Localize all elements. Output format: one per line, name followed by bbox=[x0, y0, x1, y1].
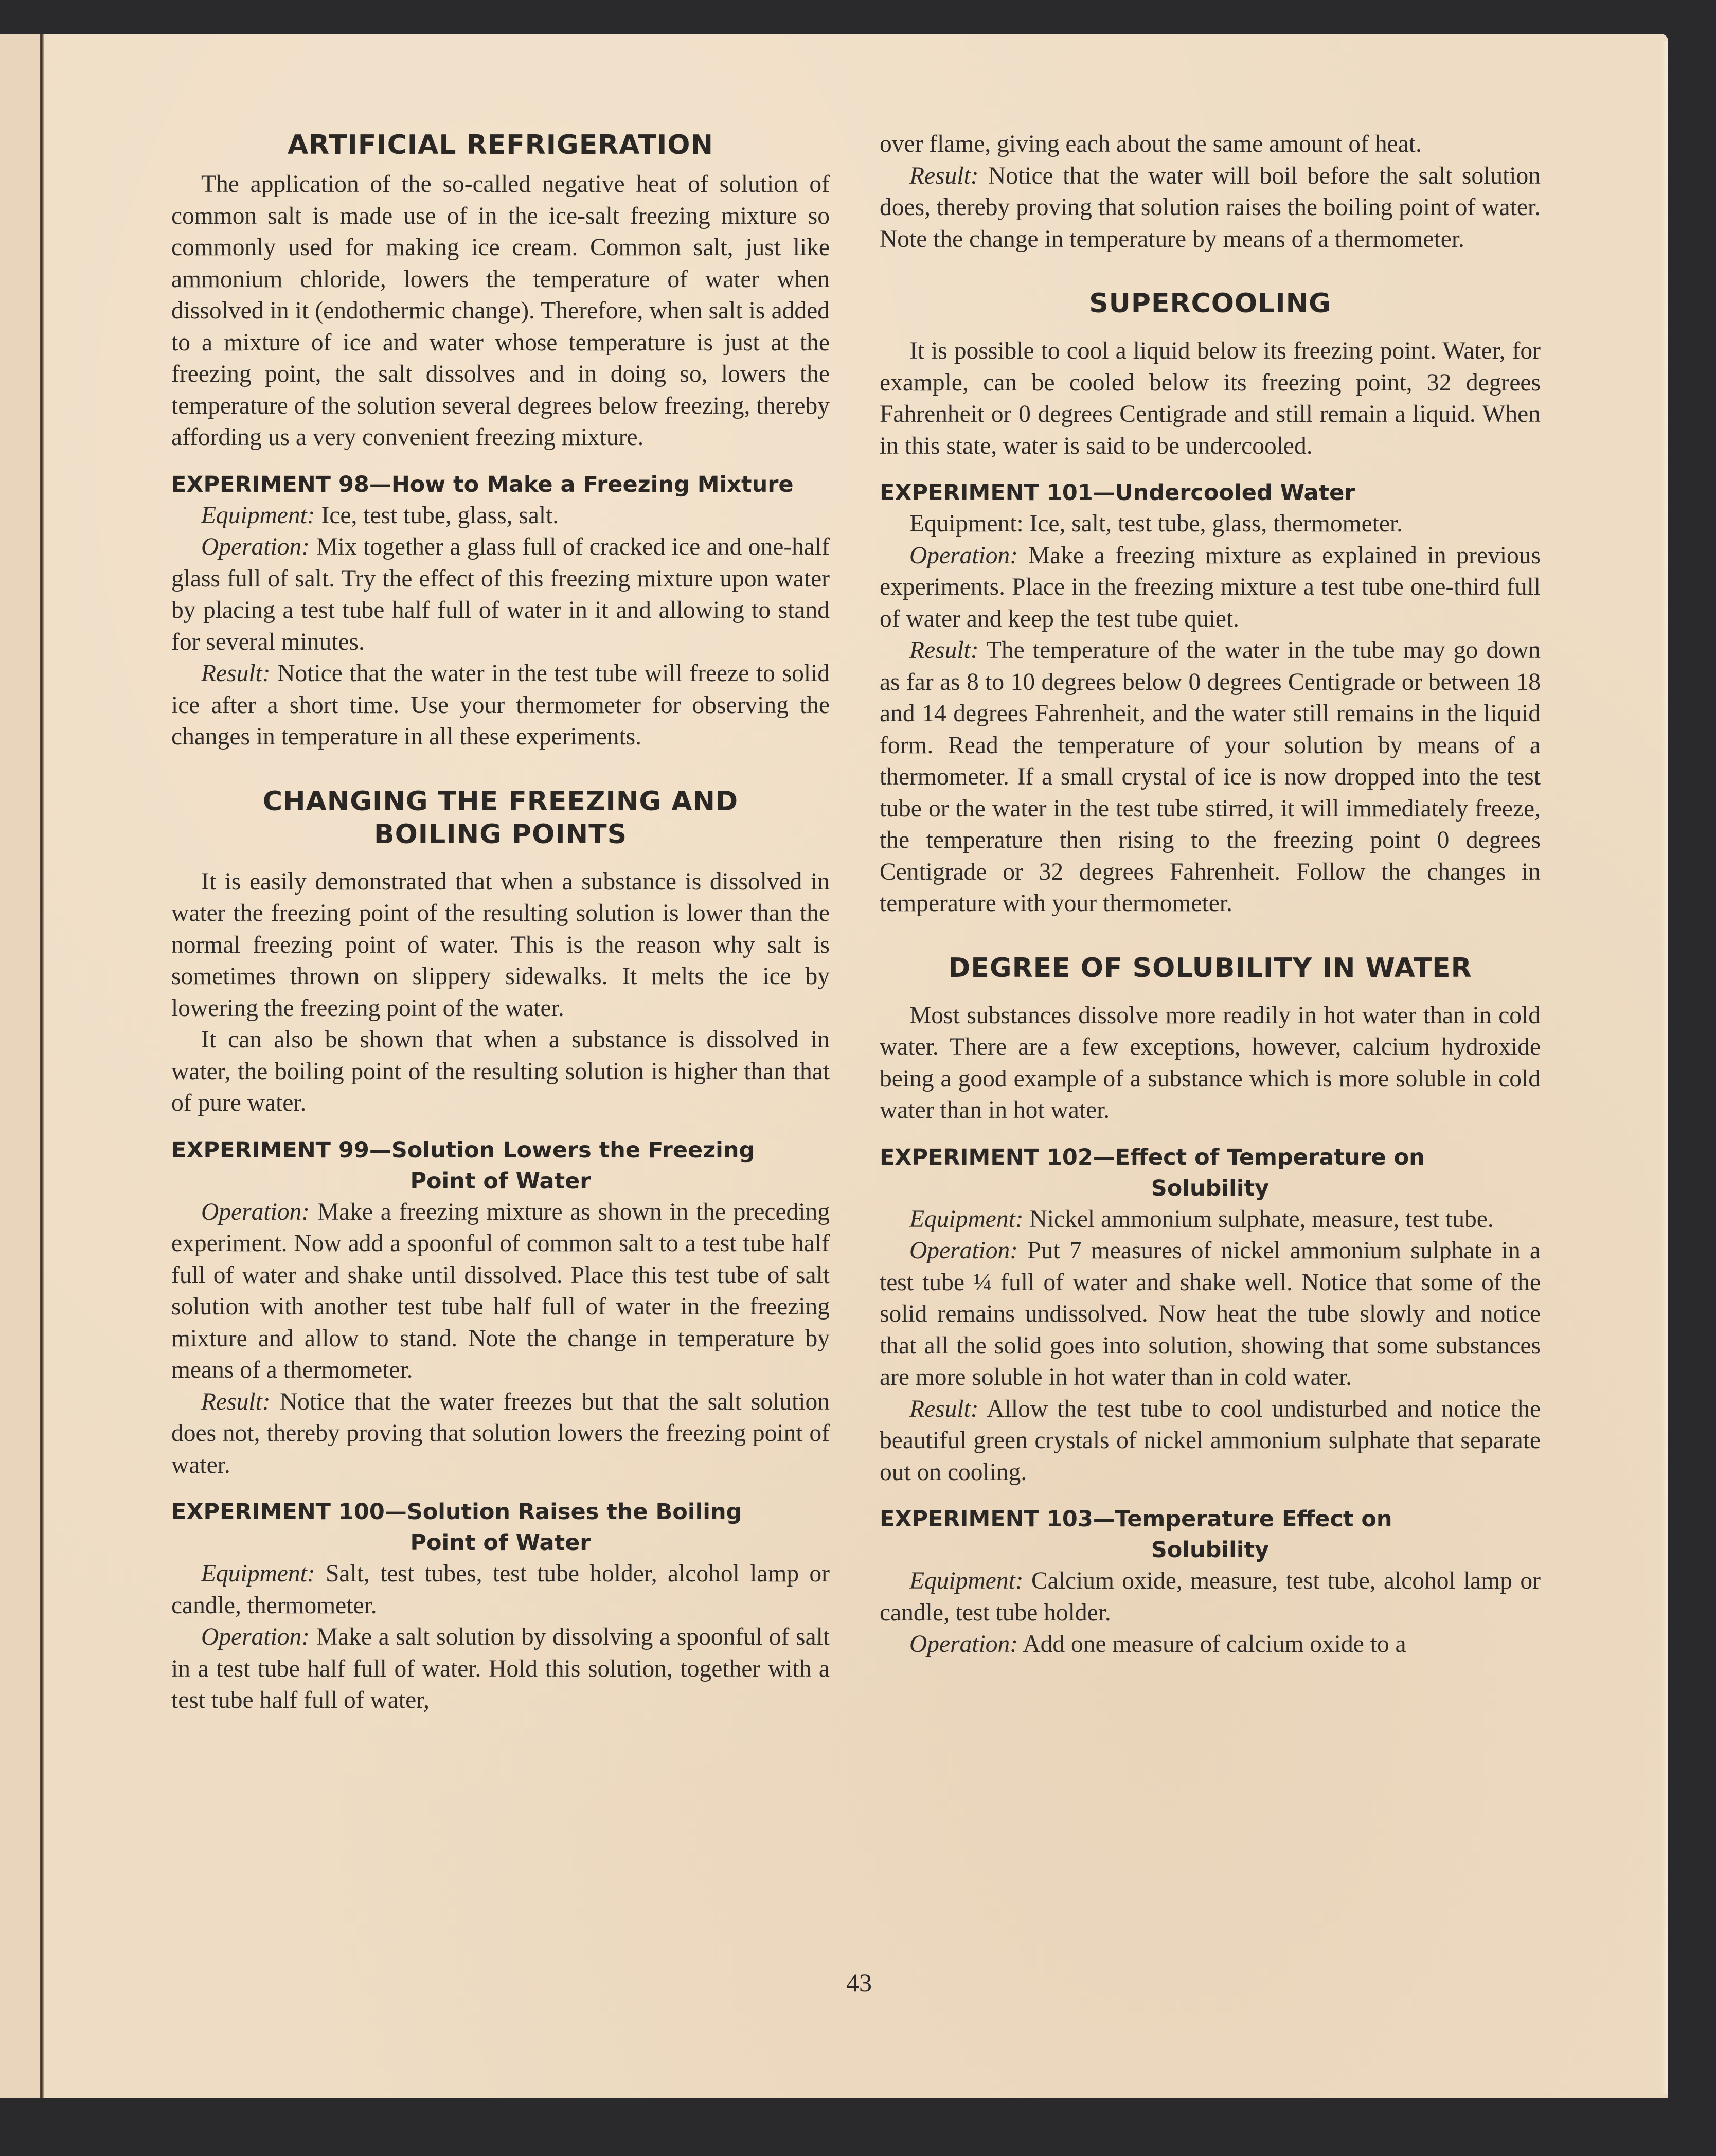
heading-line: BOILING POINTS bbox=[373, 818, 628, 850]
section-supercooling bbox=[880, 287, 1541, 462]
operation-label: Operation: bbox=[201, 533, 310, 560]
equipment-label: Equipment: bbox=[201, 1560, 315, 1587]
result-paragraph bbox=[171, 1386, 830, 1482]
experiment-heading: EXPERIMENT 98—How to Make a Freezing Mixture bbox=[171, 471, 794, 497]
result-label: Result: bbox=[909, 637, 979, 664]
operation-text: Make a freezing mixture as explained in previous experiments. Place in the freezing mixture a test tube one-third full of water and keep the test tube quiet. bbox=[880, 542, 1541, 632]
heading-line: EXPERIMENT 99—Solution Lowers the Freezing bbox=[171, 1137, 755, 1163]
right-column bbox=[880, 129, 1541, 1661]
experiment-heading bbox=[880, 1142, 1541, 1204]
experiment-heading bbox=[171, 1135, 830, 1197]
equipment-text: Ice, test tube, glass, salt. bbox=[321, 502, 559, 529]
result-text: Notice that the water freezes but that the salt solution does not, thereby proving that solution lowers the freezing point of water. bbox=[171, 1388, 830, 1478]
experiment-100 bbox=[171, 1496, 830, 1717]
body-paragraph: Most substances dissolve more readily in hot water than in cold water. There are a few exceptions, however, calcium hydroxide being a good example of a substance which is more soluble in cold water than in hot water. bbox=[880, 1002, 1541, 1124]
body-paragraph: The application of the so-called negative heat of solution of common salt is made use of in the ice-salt freezing mixture so commonly used for making ice cream. Common salt, just like ammonium chloride, lowers the temperature of water when dissolved in it (endothermic change). Therefore, when salt is added to a mixture of ice and water whose temperature is just at the freezing point, the salt dissolves and in doing so, lowers the temperature of the solution several degrees below freezing, thereby affording us a very convenient freezing mixture. bbox=[171, 171, 830, 451]
result-text: Notice that the water in the test tube will freeze to solid ice after a short time. Use your thermometer for observing the changes in temperature in all these experiments. bbox=[171, 660, 830, 750]
operation-paragraph bbox=[171, 1197, 830, 1386]
section-heading bbox=[171, 785, 830, 851]
result-paragraph bbox=[880, 635, 1541, 920]
equipment-label: Equipment: bbox=[909, 1205, 1024, 1233]
operation-paragraph bbox=[171, 531, 830, 658]
heading-line: CHANGING THE FREEZING AND bbox=[262, 786, 739, 817]
experiment-103 bbox=[880, 1504, 1541, 1661]
section-heading: ARTIFICIAL REFRIGERATION bbox=[287, 130, 714, 161]
left-column bbox=[171, 129, 830, 1717]
section-heading: SUPERCOOLING bbox=[1089, 288, 1331, 319]
page-edge bbox=[1660, 41, 1668, 2094]
result-paragraph bbox=[880, 161, 1541, 256]
experiment-heading bbox=[171, 1496, 830, 1558]
binding-strip bbox=[0, 34, 40, 2098]
equipment-paragraph bbox=[880, 1565, 1541, 1629]
experiment-98 bbox=[171, 469, 830, 753]
experiment-heading bbox=[880, 1504, 1541, 1565]
operation-paragraph bbox=[880, 540, 1541, 635]
binding-crease bbox=[40, 34, 44, 2098]
result-label: Result: bbox=[201, 1388, 271, 1415]
section-heading: DEGREE OF SOLUBILITY IN WATER bbox=[948, 952, 1472, 984]
operation-text: Mix together a glass full of cracked ice and one-half glass full of salt. Try the effect of this freezing mixture upon water by placing a test tube half full of water in it and allowing to stand for several minutes. bbox=[171, 533, 830, 655]
operation-text: Add one measure of calcium oxide to a bbox=[1023, 1631, 1406, 1658]
experiment-102 bbox=[880, 1142, 1541, 1489]
operation-paragraph bbox=[171, 1622, 830, 1717]
equipment-text: Calcium oxide, measure, test tube, alcohol lamp or candle, test tube holder. bbox=[880, 1567, 1541, 1626]
operation-label: Operation: bbox=[909, 1237, 1018, 1264]
section-artificial-refrigeration bbox=[171, 129, 830, 454]
operation-continuation: over flame, giving each about the same amount of heat. bbox=[880, 131, 1422, 157]
operation-text: Make a salt solution by dissolving a spoonful of salt in a test tube half full of water. Hold this solution, together with a test tube half full of water, bbox=[171, 1624, 830, 1714]
result-text: Allow the test tube to cool undisturbed and notice the beautiful green crystals of nickel ammonium sulphate that separate out on cooling. bbox=[880, 1395, 1541, 1486]
section-changing-points bbox=[171, 785, 830, 1119]
result-paragraph bbox=[880, 1394, 1541, 1489]
equipment-paragraph bbox=[880, 1204, 1541, 1236]
experiment-100-continued bbox=[880, 129, 1541, 255]
heading-line: Point of Water bbox=[410, 1530, 591, 1556]
equipment-text: Nickel ammonium sulphate, measure, test tube. bbox=[1029, 1205, 1494, 1233]
heading-line: Point of Water bbox=[410, 1168, 591, 1194]
operation-label: Operation: bbox=[201, 1624, 310, 1650]
result-paragraph bbox=[171, 658, 830, 753]
experiment-99 bbox=[171, 1135, 830, 1482]
body-paragraph: It is easily demonstrated that when a substance is dissolved in water the freezing point of the resulting solution is lower than the normal freezing point of water. This is the reason why salt is sometimes thrown on slippery sidewalks. It melts the ice by lowering the freezing point of the water. bbox=[171, 868, 830, 1022]
heading-line: EXPERIMENT 100—Solution Raises the Boiling bbox=[171, 1499, 742, 1525]
equipment-text: Salt, test tubes, test tube holder, alcohol lamp or candle, thermometer. bbox=[171, 1560, 830, 1619]
equipment-paragraph: Equipment: Ice, salt, test tube, glass, thermometer. bbox=[909, 510, 1403, 537]
result-text: The temperature of the water in the tube may go down as far as 8 to 10 degrees below 0 degrees Centigrade or between 18 and 14 degrees Fahrenheit, and the water still remains in the liquid form. Read the temperature of your solution by means of a thermometer. If a small crystal of ice is now dropped into the test tube or the water in the test tube stirred, it will immediately freeze, the temperature then rising to the freezing point 0 degrees Centigrade or 32 degrees Fahrenheit. Follow the changes in temperature with your thermometer. bbox=[880, 637, 1541, 917]
experiment-101 bbox=[880, 477, 1541, 920]
operation-label: Operation: bbox=[201, 1198, 310, 1225]
heading-line: EXPERIMENT 103—Temperature Effect on bbox=[880, 1506, 1392, 1532]
equipment-label: Equipment: bbox=[201, 502, 315, 529]
result-label: Result: bbox=[201, 660, 271, 687]
operation-paragraph bbox=[880, 1235, 1541, 1394]
body-paragraph: It is possible to cool a liquid below its freezing point. Water, for example, can be cooled below its freezing point, 32 degrees Fahrenheit or 0 degrees Centigrade and still remain a liquid. When in this state, water is said to be undercooled. bbox=[880, 337, 1541, 459]
result-label: Result: bbox=[909, 1395, 979, 1422]
experiment-heading: EXPERIMENT 101—Undercooled Water bbox=[880, 480, 1355, 506]
heading-line: EXPERIMENT 102—Effect of Temperature on bbox=[880, 1144, 1425, 1170]
operation-paragraph bbox=[880, 1629, 1541, 1661]
operation-label: Operation: bbox=[909, 1631, 1018, 1658]
result-text: Notice that the water will boil before the salt solution does, thereby proving that solution raises the boiling point of water. Note the change in temperature by means of a thermometer. bbox=[880, 162, 1541, 253]
equipment-label: Equipment: bbox=[909, 1567, 1024, 1594]
section-solubility bbox=[880, 952, 1541, 1127]
result-label: Result: bbox=[909, 162, 979, 189]
heading-line: Solubility bbox=[1151, 1175, 1270, 1201]
equipment-paragraph bbox=[171, 1558, 830, 1622]
page-number: 43 bbox=[846, 1968, 872, 1997]
operation-label: Operation: bbox=[909, 542, 1018, 569]
equipment-paragraph bbox=[171, 500, 830, 532]
body-paragraph: It can also be shown that when a substance is dissolved in water, the boiling point of the resulting solution is higher than that of pure water. bbox=[171, 1026, 830, 1116]
operation-text: Put 7 measures of nickel ammonium sulphate in a test tube ¼ full of water and shake well. Notice that some of the solid remains undissolved. Now heat the tube slowly and notice that all the solid goes into solution, showing that some substances are more soluble in hot water than in cold water. bbox=[880, 1237, 1541, 1391]
operation-text: Make a freezing mixture as shown in the preceding experiment. Now add a spoonful of common salt to a test tube half full of water and shake until dissolved. Place this test tube of salt solution with another test tube half full of water in the freezing mixture and allow to stand. Note the change in temperature by means of a thermometer. bbox=[171, 1198, 830, 1383]
heading-line: Solubility bbox=[1151, 1537, 1270, 1563]
